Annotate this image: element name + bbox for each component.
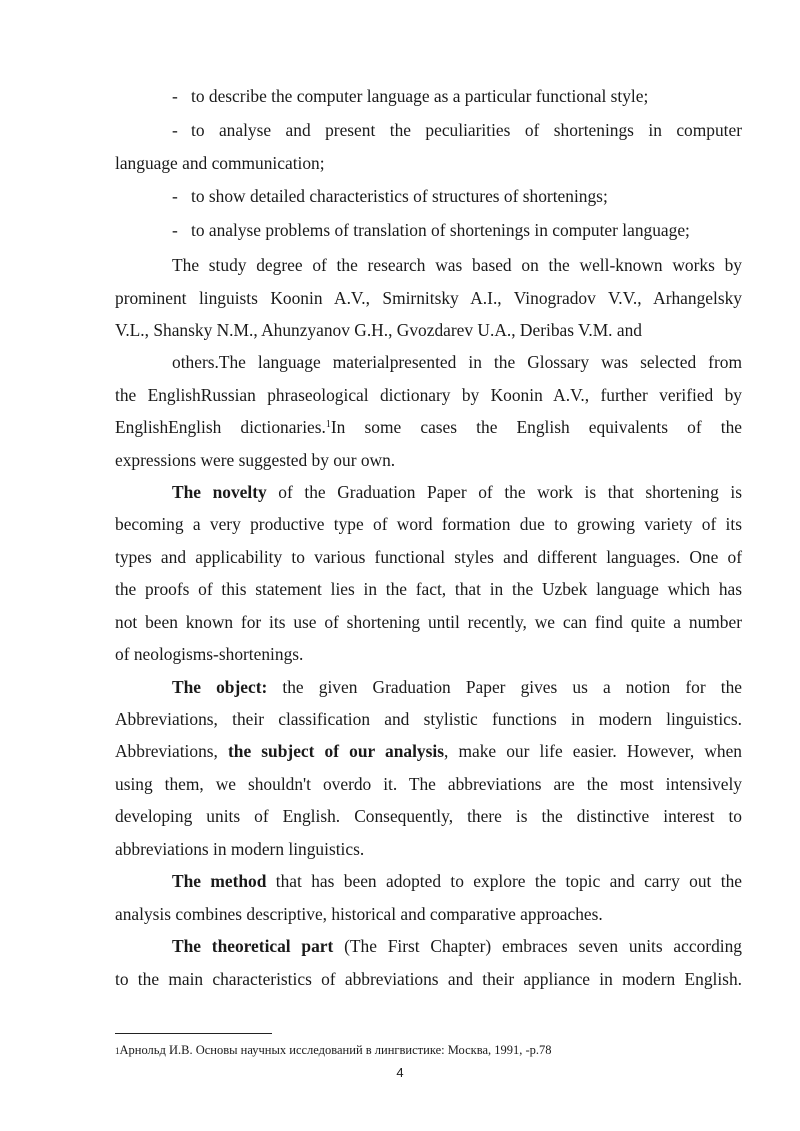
- footnote: [115, 1042, 552, 1059]
- object-paragraph-line: Abbreviations, their classification and stylistic functions in modern linguistics.: [115, 709, 742, 729]
- theory-paragraph-line: to the main characteristics of abbreviations and their appliance in modern English.: [115, 969, 742, 989]
- objective-item-continuation: language and communication;: [115, 153, 325, 173]
- footnote-reference: 1: [325, 419, 331, 430]
- novelty-paragraph-line: The novelty of the Graduation Paper of the work is that shortening is: [172, 482, 742, 502]
- novelty-paragraph-line: becoming a very productive type of word formation due to growing variety of its: [115, 514, 742, 534]
- object-paragraph-line: Abbreviations, the subject of our analysis, make our life easier. However, when: [115, 741, 743, 761]
- objective-item: - to show detailed characteristics of structures of shortenings;: [172, 186, 608, 206]
- study-paragraph-line: The study degree of the research was based on the well-known works by: [172, 255, 742, 275]
- subject-heading: the subject of our analysis: [228, 741, 444, 761]
- method-paragraph-line: The method that has been adopted to explore the topic and carry out the: [172, 871, 743, 891]
- footnote-mark: 1: [115, 1046, 120, 1056]
- objective-item: - to analyse and present the peculiarities of shortenings in computer: [172, 120, 742, 140]
- theory-paragraph-line: The theoretical part (The First Chapter) embraces seven units according: [172, 936, 742, 956]
- footnote-text: Арнольд И.В. Основы научных исследований в лингвистике: Москва, 1991, -р.78: [119, 1043, 552, 1057]
- object-paragraph-line: abbreviations in modern linguistics.: [115, 839, 365, 859]
- study-paragraph-line: prominent linguists Koonin A.V., Smirnitsky A.I., Vinogradov V.V., Arhangelsky: [115, 288, 742, 308]
- material-paragraph-line: EnglishEnglish dictionaries.$^1$In some cases the English equivalents of the: [115, 417, 742, 437]
- method-paragraph-line: analysis combines descriptive, historical and comparative approaches.: [115, 904, 603, 924]
- novelty-paragraph-line: of neologisms-shortenings.: [115, 644, 304, 664]
- material-paragraph-line: the EnglishRussian phraseological dictionary by Koonin A.V., further verified by: [115, 385, 742, 405]
- objective-item: - to describe the computer language as a particular functional style;: [172, 86, 649, 106]
- theory-heading: The theoretical part: [172, 936, 334, 956]
- novelty-heading: The novelty: [172, 482, 267, 502]
- novelty-paragraph-line: the proofs of this statement lies in the fact, that in the Uzbek language which has: [115, 579, 742, 599]
- objective-item: - to analyse problems of translation of shortenings in computer language;: [172, 220, 690, 240]
- material-paragraph-line: others.The language materialpresented in the Glossary was selected from: [172, 352, 742, 372]
- study-paragraph-line: V.L., Shansky N.M., Ahunzyanov G.H., Gvozdarev U.A., Deribas V.M. and: [115, 320, 642, 340]
- object-paragraph-line: The object: the given Graduation Paper gives us a notion for the: [172, 677, 742, 697]
- objective-text: to describe the computer language as a particular functional style;: [191, 86, 649, 106]
- objective-text: to analyse problems of translation of shortenings in computer language;: [191, 220, 690, 240]
- method-heading: The method: [172, 871, 267, 891]
- object-paragraph-line: developing units of English. Consequently, there is the distinctive interest to: [115, 806, 742, 826]
- page-number: 4: [396, 1065, 404, 1080]
- object-paragraph-line: using them, we shouldn't overdo it. The abbreviations are the most intensively: [115, 774, 742, 794]
- material-paragraph-line: expressions were suggested by our own.: [115, 450, 396, 470]
- object-heading: The object:: [172, 677, 268, 697]
- objective-text: to show detailed characteristics of structures of shortenings;: [191, 186, 608, 206]
- novelty-paragraph-line: not been known for its use of shortening until recently, we can find quite a number: [115, 612, 742, 632]
- footnote-separator: [115, 1033, 272, 1034]
- novelty-paragraph-line: types and applicability to various functional styles and different languages. One of: [115, 547, 742, 567]
- objective-text: to analyse and present the peculiarities of shortenings in computer: [191, 120, 742, 140]
